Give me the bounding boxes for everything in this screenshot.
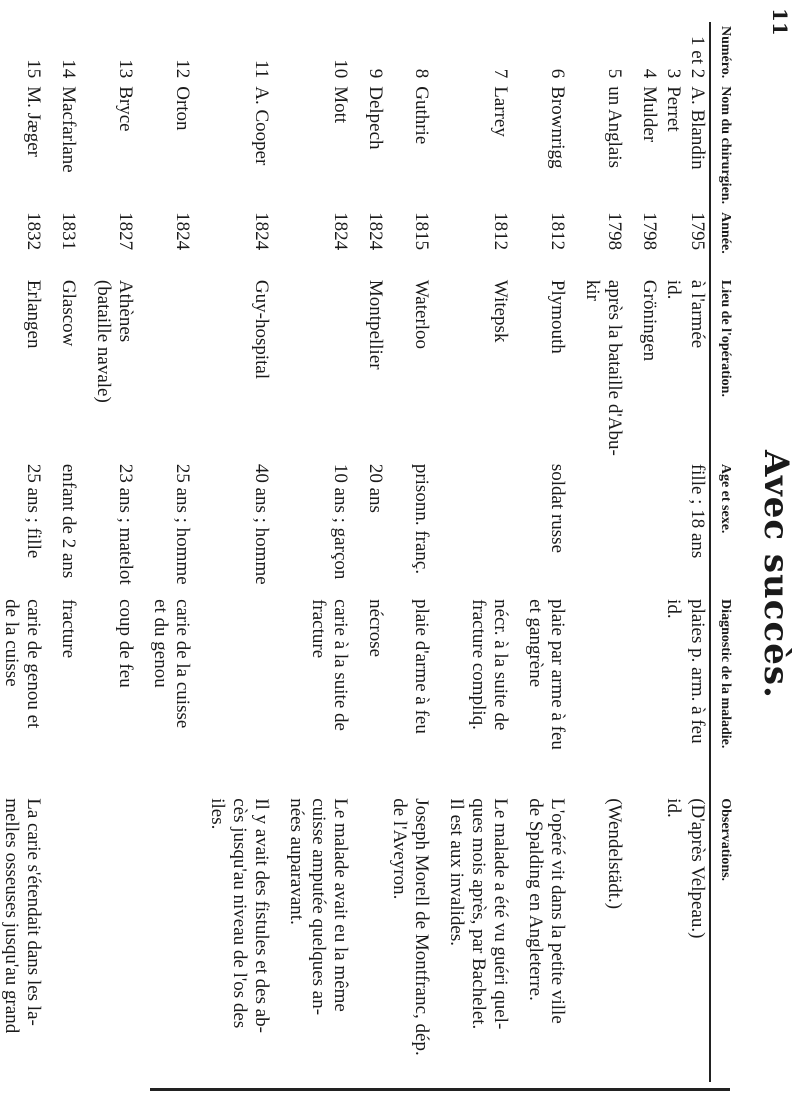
cell-observations bbox=[284, 794, 363, 1082]
cell-numero bbox=[523, 22, 580, 82]
cell-age-sex bbox=[685, 460, 710, 595]
cell-line bbox=[57, 798, 79, 1078]
cell-place bbox=[580, 276, 637, 460]
cell-year bbox=[444, 208, 523, 276]
header-age-sex: Age et sexe. bbox=[710, 460, 738, 595]
cell-line: 1827 bbox=[115, 212, 136, 251]
cell-line: Le malade a été vu guéri quel- bbox=[490, 798, 511, 1030]
table-row bbox=[91, 22, 148, 1082]
cell-place bbox=[387, 276, 444, 460]
cell-surgeon bbox=[661, 82, 685, 208]
cell-line: id. bbox=[663, 279, 684, 300]
cell-line: 9 bbox=[365, 68, 386, 79]
amputation-table bbox=[0, 22, 738, 1082]
cell-line: Witepsk bbox=[490, 279, 511, 343]
table-row bbox=[444, 22, 523, 1082]
cell-numero bbox=[91, 22, 148, 82]
cell-line: 4 bbox=[639, 68, 660, 79]
header-diagnosis: Diagnostic de la maladie. bbox=[710, 595, 738, 794]
cell-line bbox=[603, 464, 625, 591]
cell-age-sex bbox=[580, 460, 637, 595]
cell-line: Le malade avait eu la même bbox=[330, 798, 351, 1012]
cell-place bbox=[0, 276, 56, 460]
cell-year bbox=[661, 208, 685, 276]
cell-line: 1798 bbox=[604, 212, 625, 251]
cell-line: et gangrène bbox=[525, 599, 546, 688]
cell-line: 1831 bbox=[58, 212, 79, 251]
cell-line: fracture bbox=[308, 599, 329, 659]
cell-line: soldat russe bbox=[547, 463, 568, 554]
cell-line: carie de la cuisse bbox=[172, 599, 193, 729]
cell-surgeon bbox=[91, 82, 148, 208]
page-title: Avec succès. bbox=[756, 450, 796, 699]
cell-line bbox=[638, 798, 660, 1078]
cell-line: et du genou bbox=[150, 599, 171, 688]
cell-place bbox=[205, 276, 284, 460]
cell-numero bbox=[0, 22, 56, 82]
cell-line: 12 bbox=[172, 59, 193, 79]
cell-diagnosis bbox=[444, 595, 523, 794]
cell-line: id. bbox=[663, 798, 684, 818]
cell-age-sex bbox=[387, 460, 444, 595]
cell-year bbox=[205, 208, 284, 276]
cell-line: melles osseuses jusqu'au grand bbox=[1, 798, 22, 1034]
cell-line: fracture compliq. bbox=[468, 599, 489, 730]
table-row bbox=[387, 22, 444, 1082]
cell-line: Glascow bbox=[58, 279, 79, 347]
cell-year bbox=[148, 208, 205, 276]
cell-surgeon bbox=[637, 82, 661, 208]
cell-year bbox=[523, 208, 580, 276]
cell-line: id. bbox=[663, 599, 684, 619]
cell-observations bbox=[56, 794, 91, 1082]
cell-year bbox=[91, 208, 148, 276]
cell-line: (D'après Velpeau.) bbox=[687, 798, 708, 939]
table-row bbox=[580, 22, 637, 1082]
cell-surgeon bbox=[523, 82, 580, 208]
cell-year bbox=[0, 208, 56, 276]
cell-line: de Spalding en Angleterre. bbox=[525, 798, 546, 1001]
table-row bbox=[637, 22, 661, 1082]
page-edge-rule bbox=[150, 1088, 730, 1091]
cell-line: A. Blandin bbox=[687, 86, 708, 170]
cell-year bbox=[580, 208, 637, 276]
cell-line bbox=[489, 464, 511, 591]
cell-numero bbox=[580, 22, 637, 82]
cell-line: 20 ans bbox=[365, 463, 386, 513]
page-number: 11 bbox=[768, 8, 792, 36]
cell-line: Delpech bbox=[365, 86, 386, 150]
cell-line: cuisse amputée quelques an- bbox=[308, 798, 329, 1016]
cell-line: 25 ans ; homme bbox=[172, 463, 193, 585]
cell-line: carie de genou et bbox=[23, 599, 44, 729]
cell-place bbox=[661, 276, 685, 460]
cell-diagnosis bbox=[661, 595, 685, 794]
cell-place bbox=[685, 276, 710, 460]
cell-surgeon bbox=[56, 82, 91, 208]
cell-line bbox=[171, 798, 193, 1078]
cell-line: Erlangen bbox=[23, 279, 44, 349]
cell-place bbox=[56, 276, 91, 460]
cell-line: iles. bbox=[207, 798, 228, 830]
cell-line bbox=[638, 464, 660, 591]
cell-place bbox=[637, 276, 661, 460]
cell-year bbox=[56, 208, 91, 276]
cell-numero bbox=[284, 22, 363, 82]
cell-line: 1812 bbox=[490, 212, 511, 251]
cell-line: Macfarlane bbox=[58, 86, 79, 173]
cell-line: après la bataille d'Abu- bbox=[604, 279, 625, 456]
cell-line: L'opéré vit dans la petite ville bbox=[547, 798, 568, 1024]
cell-line: kir bbox=[582, 279, 603, 301]
cell-line: Plymouth bbox=[547, 279, 568, 354]
cell-numero bbox=[56, 22, 91, 82]
cell-year bbox=[363, 208, 387, 276]
cell-place bbox=[91, 276, 148, 460]
cell-diagnosis bbox=[56, 595, 91, 794]
cell-line: (bataille navale) bbox=[93, 279, 114, 403]
cell-surgeon bbox=[444, 82, 523, 208]
cell-line: ques mois après, par Bachelet. bbox=[468, 798, 489, 1030]
cell-year bbox=[284, 208, 363, 276]
cell-observations bbox=[637, 794, 661, 1082]
cell-age-sex bbox=[284, 460, 363, 595]
cell-line: 25 ans ; fille bbox=[23, 463, 44, 559]
cell-line: Perret bbox=[663, 86, 684, 132]
cell-line: La carie s'étendait dans les la- bbox=[23, 798, 44, 1026]
cell-surgeon bbox=[387, 82, 444, 208]
cell-line: 3 bbox=[663, 68, 684, 79]
cell-line: A. Cooper bbox=[251, 86, 272, 166]
cell-diagnosis bbox=[523, 595, 580, 794]
cell-line: carie à la suite de bbox=[330, 599, 351, 731]
table-row bbox=[685, 22, 710, 1082]
cell-diagnosis bbox=[387, 595, 444, 794]
table-row bbox=[56, 22, 91, 1082]
cell-age-sex bbox=[56, 460, 91, 595]
cell-place bbox=[284, 276, 363, 460]
cell-line: plaie d'arme à feu bbox=[411, 599, 432, 734]
cell-line: Mott bbox=[330, 86, 351, 124]
cell-line: un Anglais bbox=[604, 86, 625, 169]
cell-diagnosis bbox=[363, 595, 387, 794]
cell-age-sex bbox=[637, 460, 661, 595]
header-year: Année. bbox=[710, 208, 738, 276]
cell-line: enfant de 2 ans bbox=[58, 463, 79, 579]
cell-age-sex bbox=[661, 460, 685, 595]
table-body bbox=[0, 22, 710, 1082]
cell-line: 7 bbox=[490, 68, 511, 79]
cell-observations bbox=[387, 794, 444, 1082]
cell-line: 1815 bbox=[411, 212, 432, 251]
cell-numero bbox=[637, 22, 661, 82]
cell-line bbox=[603, 599, 625, 790]
table-row bbox=[148, 22, 205, 1082]
cell-year bbox=[387, 208, 444, 276]
cell-line: Joseph Morell de Montfranc, dép. bbox=[411, 798, 432, 1056]
cell-age-sex bbox=[205, 460, 284, 595]
cell-year bbox=[637, 208, 661, 276]
cell-line: nécr. à la suite de bbox=[490, 599, 511, 731]
cell-age-sex bbox=[523, 460, 580, 595]
cell-line: Brownrigg bbox=[547, 86, 568, 169]
table-row bbox=[284, 22, 363, 1082]
cell-diagnosis bbox=[91, 595, 148, 794]
cell-observations bbox=[0, 794, 56, 1082]
cell-line: Larrey bbox=[490, 86, 511, 137]
cell-line: 10 bbox=[330, 59, 351, 79]
cell-line: 1798 bbox=[639, 212, 660, 251]
table-row bbox=[0, 22, 56, 1082]
cell-age-sex bbox=[363, 460, 387, 595]
cell-line: Bryce bbox=[115, 86, 136, 132]
cell-observations bbox=[148, 794, 205, 1082]
cell-surgeon bbox=[685, 82, 710, 208]
cell-place bbox=[363, 276, 387, 460]
cell-age-sex bbox=[91, 460, 148, 595]
cell-line: 5 bbox=[604, 68, 625, 79]
cell-line: plaies p. arm. à feu bbox=[687, 599, 708, 744]
cell-line: 1812 bbox=[547, 212, 568, 251]
cell-line: Il est aux invalides. bbox=[446, 798, 467, 946]
header-observations: Observations. bbox=[710, 794, 738, 1082]
cell-diagnosis bbox=[685, 595, 710, 794]
cell-line bbox=[250, 599, 272, 790]
cell-line: Gröningen bbox=[639, 279, 660, 362]
cell-line: 6 bbox=[547, 68, 568, 79]
cell-line bbox=[329, 280, 351, 456]
cell-line: Waterloo bbox=[411, 279, 432, 350]
cell-line: 1824 bbox=[251, 212, 272, 251]
cell-line: 1824 bbox=[330, 212, 351, 251]
cell-line: fille ; 18 ans bbox=[687, 463, 708, 559]
header-place: Lieu de l'opération. bbox=[710, 276, 738, 460]
cell-line: 1 et 2 bbox=[687, 36, 708, 79]
cell-observations bbox=[523, 794, 580, 1082]
cell-line: M. Jæger bbox=[23, 86, 44, 157]
cell-line bbox=[662, 212, 684, 272]
cell-diagnosis bbox=[205, 595, 284, 794]
cell-diagnosis bbox=[637, 595, 661, 794]
cell-numero bbox=[444, 22, 523, 82]
cell-line: 11 bbox=[251, 59, 272, 79]
cell-line: Athènes bbox=[115, 279, 136, 343]
cell-line: prisonn. franç. bbox=[411, 463, 432, 575]
cell-diagnosis bbox=[580, 595, 637, 794]
cell-numero bbox=[363, 22, 387, 82]
cell-line bbox=[638, 599, 660, 790]
cell-diagnosis bbox=[0, 595, 56, 794]
cell-numero bbox=[387, 22, 444, 82]
cell-numero bbox=[685, 22, 710, 82]
cell-surgeon bbox=[363, 82, 387, 208]
cell-observations bbox=[91, 794, 148, 1082]
table-row bbox=[363, 22, 387, 1082]
cell-line: 15 bbox=[23, 59, 44, 79]
cell-observations bbox=[661, 794, 685, 1082]
cell-surgeon bbox=[205, 82, 284, 208]
header-surgeon: Nom du chirurgien. bbox=[710, 82, 738, 208]
cell-line: Il y avait des fistules et des ab- bbox=[251, 798, 272, 1034]
cell-line: nécrose bbox=[365, 599, 386, 658]
cell-line: à l'armée bbox=[687, 279, 708, 349]
cell-line bbox=[364, 798, 386, 1078]
cell-line: Mulder bbox=[639, 86, 660, 143]
cell-age-sex bbox=[0, 460, 56, 595]
cell-line: fracture bbox=[58, 599, 79, 659]
cell-observations bbox=[580, 794, 637, 1082]
cell-diagnosis bbox=[148, 595, 205, 794]
cell-observations bbox=[685, 794, 710, 1082]
cell-surgeon bbox=[284, 82, 363, 208]
cell-diagnosis bbox=[284, 595, 363, 794]
cell-line: plaie par arme à feu bbox=[547, 599, 568, 750]
cell-line: Guthrie bbox=[411, 86, 432, 145]
cell-line bbox=[171, 280, 193, 456]
cell-surgeon bbox=[0, 82, 56, 208]
cell-line: 40 ans ; homme bbox=[251, 463, 272, 585]
cell-place bbox=[148, 276, 205, 460]
cell-place bbox=[444, 276, 523, 460]
cell-observations bbox=[444, 794, 523, 1082]
cell-line: 1832 bbox=[23, 212, 44, 251]
header-numero: Numéro. bbox=[710, 22, 738, 82]
cell-surgeon bbox=[580, 82, 637, 208]
cell-line: coup de feu bbox=[115, 599, 136, 688]
cell-line: (Wendelstädt.) bbox=[604, 798, 625, 910]
cell-observations bbox=[363, 794, 387, 1082]
cell-line: nées auparavant. bbox=[286, 798, 307, 925]
cell-line: 1824 bbox=[365, 212, 386, 251]
cell-line: 8 bbox=[411, 68, 432, 79]
cell-line: Guy-hospital bbox=[251, 279, 272, 380]
table-row bbox=[523, 22, 580, 1082]
cell-line: cès jusqu'au niveau de l'os des bbox=[229, 798, 250, 1029]
cell-line: de la cuisse bbox=[1, 599, 22, 687]
cell-numero bbox=[661, 22, 685, 82]
cell-year bbox=[685, 208, 710, 276]
table-header-row bbox=[710, 22, 738, 1082]
cell-place bbox=[523, 276, 580, 460]
cell-line: 13 bbox=[115, 59, 136, 79]
cell-observations bbox=[205, 794, 284, 1082]
cell-line: Montpellier bbox=[365, 279, 386, 370]
cell-line: 1795 bbox=[687, 212, 708, 251]
cell-numero bbox=[205, 22, 284, 82]
table-row bbox=[661, 22, 685, 1082]
cell-line: de l'Aveyron. bbox=[389, 798, 410, 900]
cell-age-sex bbox=[444, 460, 523, 595]
cell-line: Orton bbox=[172, 86, 193, 131]
cell-line: 1824 bbox=[172, 212, 193, 251]
cell-numero bbox=[148, 22, 205, 82]
cell-line bbox=[662, 464, 684, 591]
cell-surgeon bbox=[148, 82, 205, 208]
cell-line: 14 bbox=[58, 59, 79, 79]
table-row bbox=[205, 22, 284, 1082]
cell-line: 10 ans ; garçon bbox=[330, 463, 351, 580]
cell-age-sex bbox=[148, 460, 205, 595]
cell-line: 23 ans ; matelot bbox=[115, 463, 136, 585]
cell-line bbox=[114, 798, 136, 1078]
